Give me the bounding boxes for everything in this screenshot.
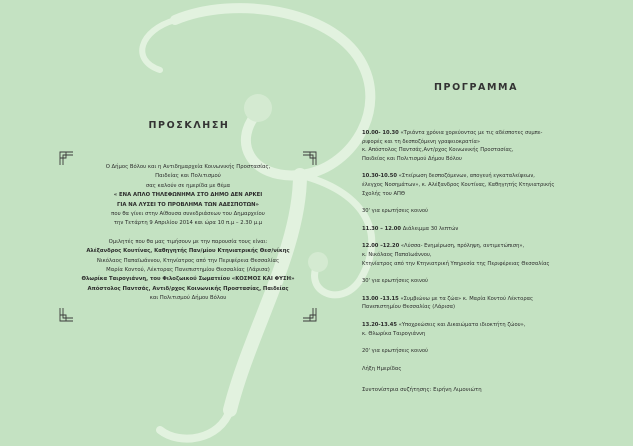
program-line: Διάλειμμα 30 λεπτών bbox=[402, 225, 459, 232]
speaker: Μαρία Κοντού, Λέκτορας Πανεπιστημίου Θεσσαλίας (Λάρισα) bbox=[106, 267, 270, 274]
program-line: έλεγχος Νοσημάτων», κ. Αλέξανδρος Κουτίνας, Καθηγητής Κτηνιατρικής bbox=[362, 181, 555, 188]
coordinator: Συντονίστρια συζήτησης: Ειρήνη Λιμονιώτη bbox=[362, 387, 482, 394]
corner-ornament-icon bbox=[302, 151, 317, 166]
program-line: κ. Θλωρίκα Ταιρογιάννη bbox=[362, 330, 426, 337]
program-item bbox=[362, 347, 624, 356]
program-line: «Συμβιώνω με τα ζώα» κ. Μαρία Κοντού Λέκτορας bbox=[400, 295, 534, 302]
program-time: 10.00- 10.30 bbox=[362, 130, 399, 136]
speaker: Νικόλαος Παπαϊωάννου, Κτηνίατρος από την Περιφέρεια Θεσσαλίας bbox=[96, 257, 280, 264]
program-item bbox=[362, 321, 624, 338]
program-line: κ. Νικόλαος Παπαϊωάννου, bbox=[362, 251, 432, 258]
program-time: 30' για ερωτήσεις κοινού bbox=[362, 208, 429, 215]
corner-ornament-icon bbox=[59, 307, 74, 322]
program-title: ΠΡΟΓΡΑΜΜΑ bbox=[434, 82, 519, 93]
program-line: «Τριάντα χρόνια χορεύοντας με τις αδέσποτες συμπε- bbox=[400, 130, 543, 136]
invitation-line: Ο Δήμος Βόλου και η Αντιδημαρχεία Κοινωνικής Προστασίας, bbox=[105, 164, 271, 170]
program-item bbox=[362, 295, 624, 312]
program-line: κ. Απόστολος Παντσάς,Αντ/ρχος Κοινωνικής Προστασίας, bbox=[362, 147, 514, 154]
event-date: την Τετάρτη 9 Απριλίου 2014 και ώρα 10 π.μ – 2.30 μ.μ bbox=[113, 220, 263, 227]
program-time: Λήξη Ημερίδας bbox=[362, 365, 402, 372]
program-time: 11.30 – 12.00 bbox=[362, 225, 402, 232]
program-panel bbox=[362, 82, 624, 399]
program-time: 13.20-13.45 bbox=[362, 321, 397, 328]
event-theme: « ΕΝΑ ΑΠΛΟ ΤΗΛΕΦΩΝΗΜΑ ΣΤΟ ΔΗΜΟ ΔΕΝ ΑΡΚΕΙ bbox=[113, 192, 263, 199]
program-line: «Στείρωση δεσποζόμενων, απογευή εγκαταλείψεων, bbox=[398, 173, 535, 180]
program-item bbox=[362, 242, 624, 268]
speaker: Θλωρίκα Ταιρογιάννη, του Φιλοζωικού Σωματείου «ΚΟΣΜΟΣ ΚΑΙ ΦΥΣΗ» bbox=[81, 276, 295, 283]
program-line: Σχολής του ΑΠΘ bbox=[362, 190, 405, 197]
program-item bbox=[362, 365, 624, 374]
program-time: 12.00 –12.20 bbox=[362, 243, 400, 250]
speaker: Απόστολος Παντσάς, Αντιδ/ρχος Κοινωνικής Προστασίας, Παιδείας bbox=[87, 285, 289, 292]
program-line: Πανεπιστημίου Θεσσαλίας (Λάρισα) bbox=[362, 304, 456, 311]
program-item bbox=[362, 172, 624, 198]
program-time: 20' για ερωτήσεις κοινού bbox=[362, 348, 429, 355]
program-time: 10.30-10.50 bbox=[362, 173, 397, 180]
program-line: ριφορές και τη δεσποζόμενη γραφειοκρατία» bbox=[362, 138, 481, 145]
program-time: 30' για ερωτήσεις κοινού bbox=[362, 278, 429, 285]
invitation-panel bbox=[55, 120, 305, 304]
invitation-box bbox=[55, 163, 305, 304]
corner-ornament-icon bbox=[302, 307, 317, 322]
invitation-text bbox=[55, 163, 305, 304]
invitation-line: σας καλούν σε ημερίδα με θέμα bbox=[145, 182, 231, 189]
program-line: «Λύσσα- Ενημέρωση, πρόληψη, αντιμετώπιση», bbox=[400, 243, 525, 250]
speakers-intro: Ομιλητές που θα μας τιμήσουν με την παρουσία τους είναι: bbox=[108, 238, 268, 245]
program-line: Παιδείας και Πολιτισμού Δήμου Βόλου bbox=[362, 155, 462, 162]
corner-ornament-icon bbox=[59, 151, 74, 166]
program-item bbox=[362, 225, 624, 234]
speaker: Αλέξανδρος Κουτίνας, Καθηγητής Παν/μίου Κτηνιατρικής Θεσ/νίκης bbox=[86, 248, 290, 255]
program-line: Κτηνίατρος από την Κτηνιατρική Υπηρεσία της Περιφέρειας Θεσσαλίας bbox=[362, 260, 550, 267]
event-theme: ΓΙΑ ΝΑ ΛΥΣΕΙ ΤΟ ΠΡΟΒΛΗΜΑ ΤΩΝ ΑΔΕΣΠΟΤΩΝ» bbox=[117, 201, 259, 208]
program-item bbox=[362, 207, 624, 216]
invitation-title: ΠΡΟΣΚΛΗΣΗ bbox=[148, 120, 230, 131]
invitation-line: Παιδείας και Πολιτισμού bbox=[155, 173, 221, 180]
program-item bbox=[362, 277, 624, 286]
program-time: 13.00 -13.15 bbox=[362, 295, 399, 302]
program-line: «Υποχρεώσεις και Δικαιώματα ιδιοκτήτη ζώου», bbox=[398, 321, 526, 328]
speaker: και Πολιτισμού Δήμου Βόλου bbox=[149, 295, 227, 302]
invitation-line: που θα γίνει στην Αίθουσα συνεδριάσεων του Δημαρχείου bbox=[111, 211, 265, 218]
program-item bbox=[362, 129, 624, 163]
